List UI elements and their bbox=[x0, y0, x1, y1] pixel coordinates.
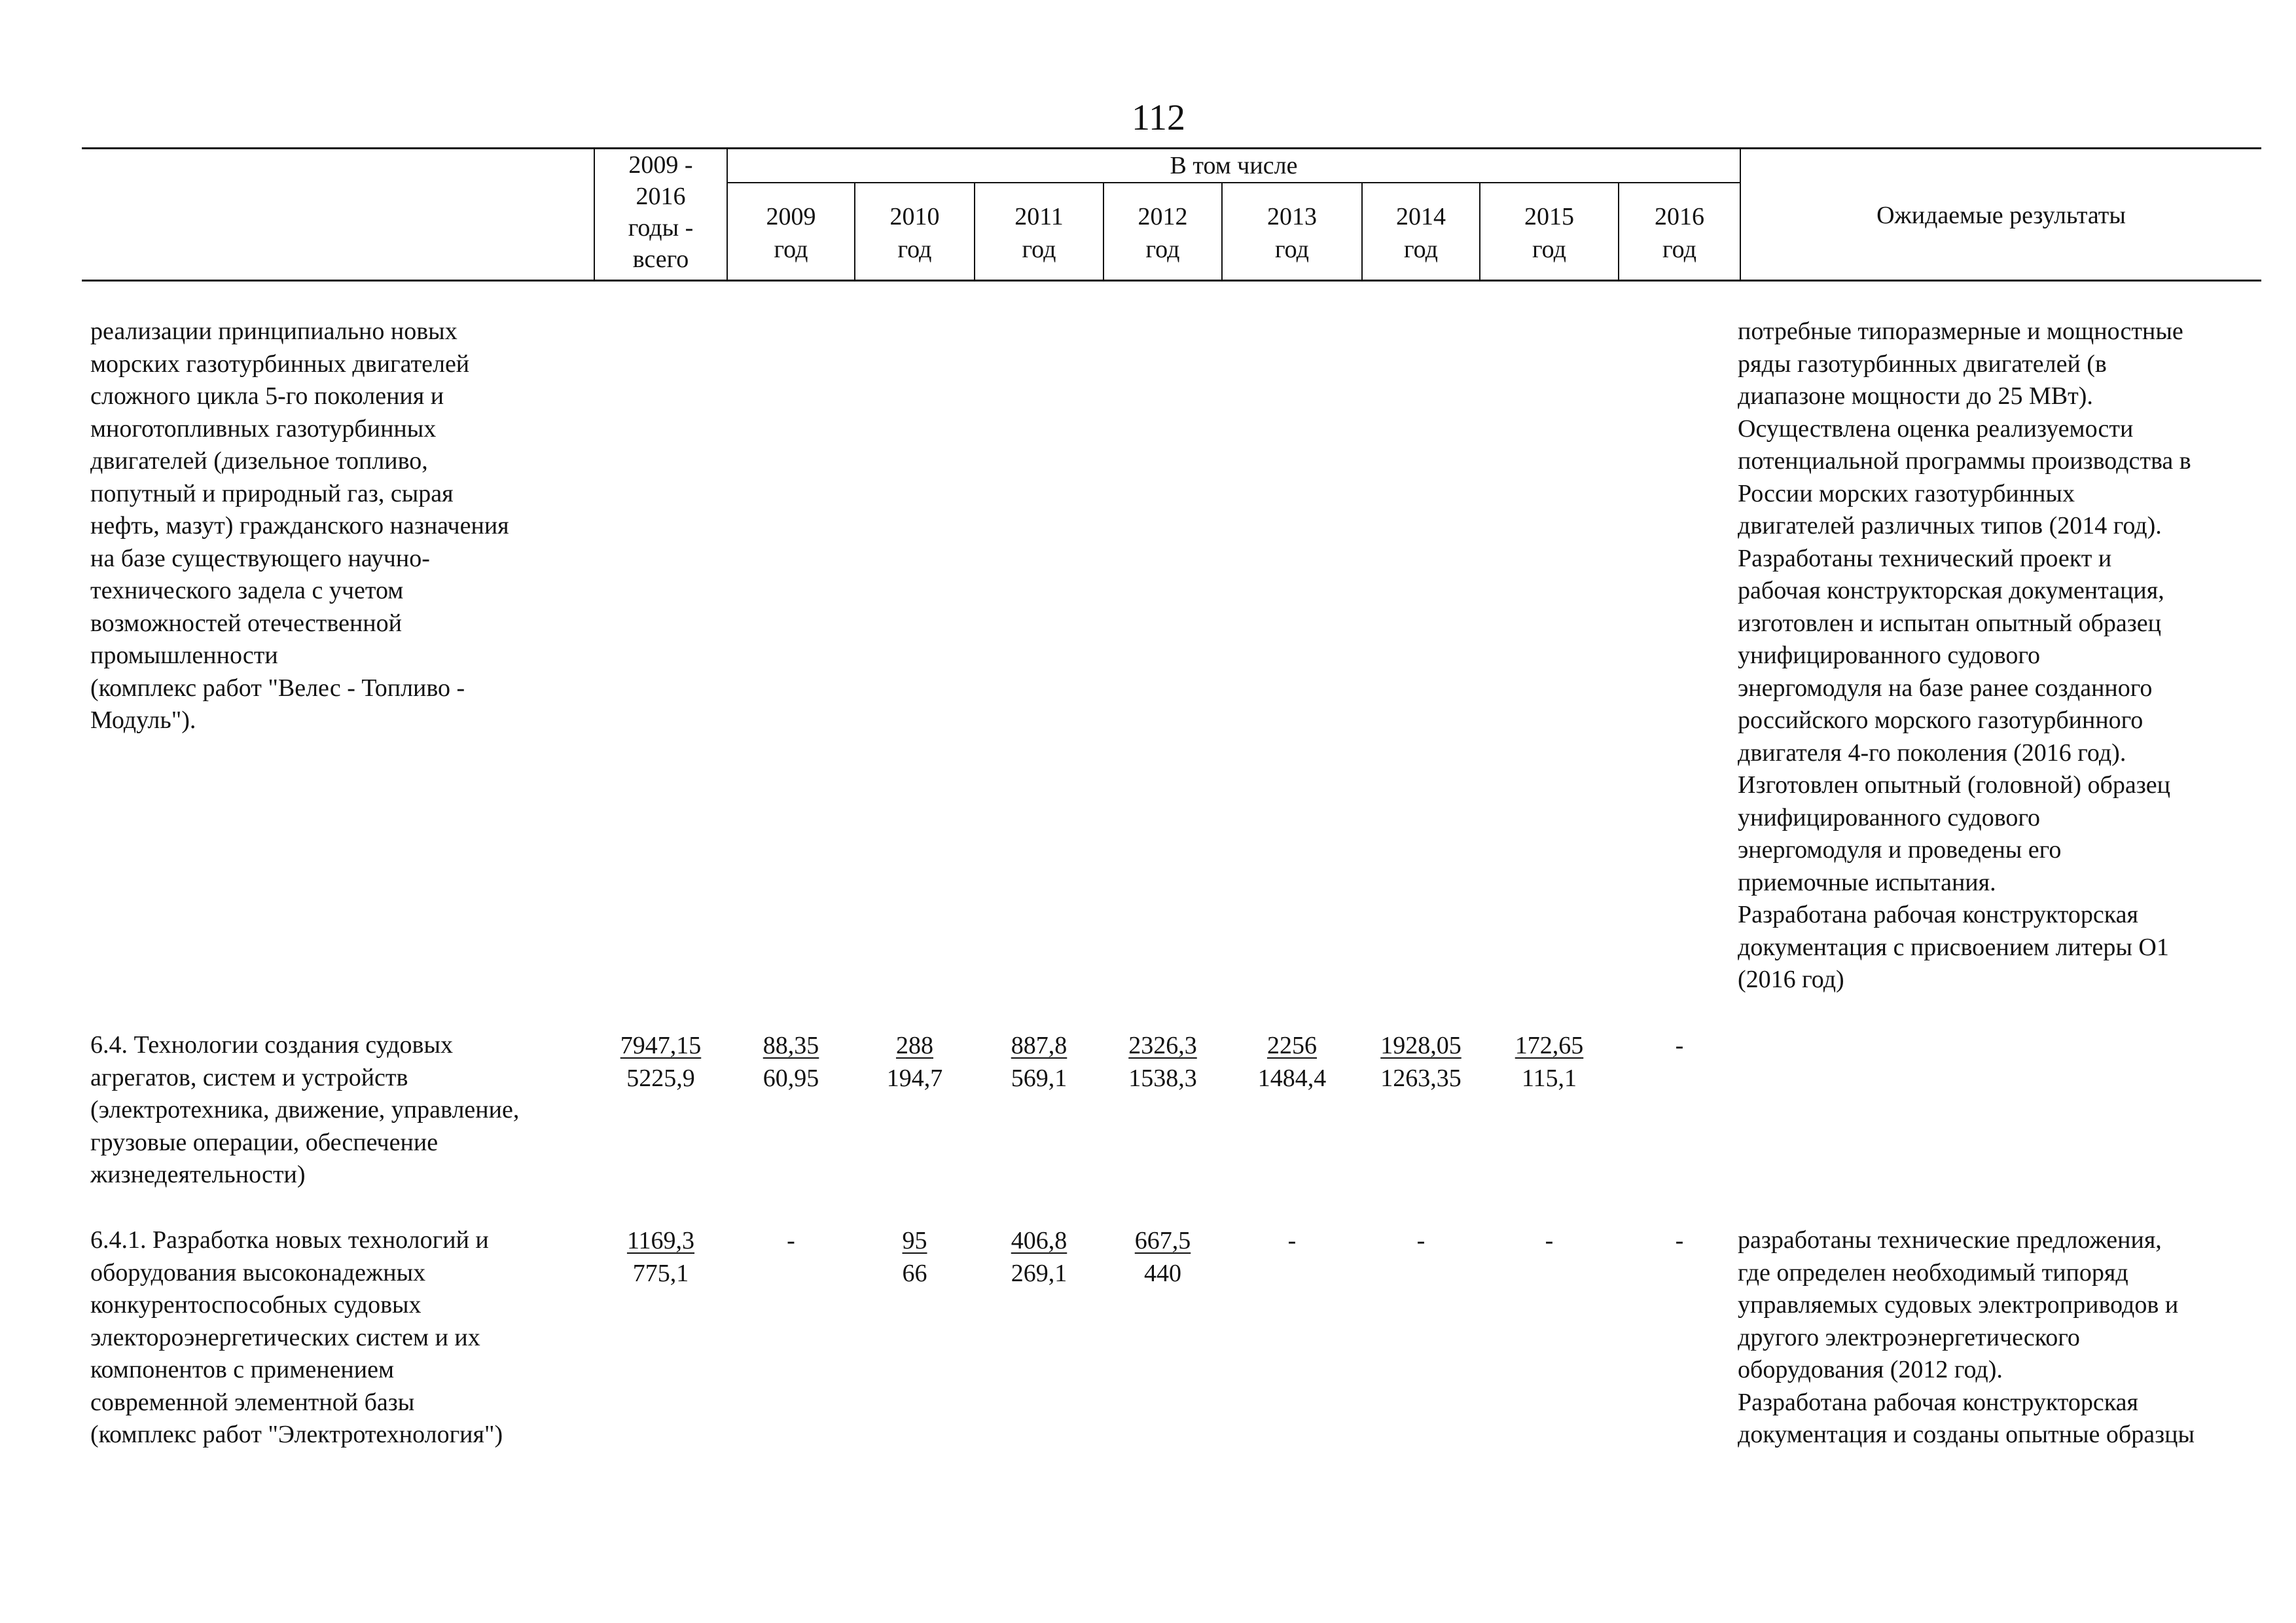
header-year-2011 bbox=[975, 200, 1103, 266]
text-line: энергомодуля и проведены его bbox=[1738, 836, 2062, 864]
text-line: потребные типоразмерные и мощностные bbox=[1738, 318, 2183, 345]
text-line: реализации принципиально новых bbox=[90, 318, 457, 345]
text-line: на базе существующего научно- bbox=[90, 544, 430, 572]
text-line: попутный и природный газ, сырая bbox=[90, 479, 454, 507]
value-bottom: 775,1 bbox=[632, 1260, 689, 1287]
value-bottom: 66 bbox=[902, 1260, 927, 1287]
header-year-2010 bbox=[855, 200, 974, 266]
year-label: 2016 bbox=[1655, 203, 1704, 230]
year-label: 2009 bbox=[766, 203, 816, 230]
text-line: 6.4. Технологии создания судовых bbox=[90, 1031, 454, 1059]
row-6-4-1-2016 bbox=[1619, 1224, 1740, 1257]
text-line: современной элементной базы bbox=[90, 1388, 415, 1416]
value-top: 95 bbox=[902, 1227, 927, 1254]
value-bottom: 1538,3 bbox=[1128, 1065, 1197, 1092]
row-6-4-2013 bbox=[1223, 1029, 1361, 1095]
text-line: электороэнергетических систем и их bbox=[90, 1323, 480, 1351]
row-6-4-1-2012 bbox=[1104, 1224, 1221, 1290]
text-line: ряды газотурбинных двигателей (в bbox=[1738, 350, 2107, 378]
row-6-4-2016 bbox=[1619, 1029, 1740, 1062]
value-bottom: 1263,35 bbox=[1380, 1065, 1462, 1092]
header-year-2013 bbox=[1223, 200, 1361, 266]
header-total-line: 2016 bbox=[636, 183, 686, 210]
text-line: России морских газотурбинных bbox=[1738, 479, 2075, 507]
row-6-4-1-description bbox=[90, 1224, 588, 1451]
text-line: жизнедеятельности) bbox=[90, 1161, 306, 1188]
text-line: оборудования высоконадежных bbox=[90, 1258, 426, 1286]
row-6-4-description bbox=[90, 1029, 588, 1192]
row-6-4-2012 bbox=[1104, 1029, 1221, 1095]
text-line: двигателей различных типов (2014 год). bbox=[1738, 512, 2162, 539]
text-line: промышленности bbox=[90, 642, 278, 669]
text-line: Разработаны технический проект и bbox=[1738, 544, 2112, 572]
text-line: приемочные испытания. bbox=[1738, 868, 1996, 896]
text-line: многотопливных газотурбинных bbox=[90, 414, 437, 443]
year-label: 2014 bbox=[1396, 203, 1446, 230]
text-line: агрегатов, систем и устройств bbox=[90, 1063, 408, 1091]
row-6-4-2015 bbox=[1480, 1029, 1618, 1095]
text-line: двигателей (дизельное топливо, bbox=[90, 447, 428, 475]
value-top: 1928,05 bbox=[1380, 1032, 1462, 1059]
text-line: (комплекс работ "Электротехнология") bbox=[90, 1421, 503, 1448]
row-results-continued bbox=[1738, 316, 2261, 996]
text-line: документация и созданы опытные образцы bbox=[1738, 1421, 2195, 1448]
text-line: конкурентоспособных судовых bbox=[90, 1291, 422, 1319]
text-line: сложного цикла 5-го поколения и bbox=[90, 382, 444, 410]
header-total-line: 2009 - bbox=[628, 151, 693, 179]
text-line: Разработана рабочая конструкторская bbox=[1738, 1388, 2138, 1416]
text-line: энергомодуля на базе ранее созданного bbox=[1738, 674, 2153, 702]
text-line: унифицированного судового bbox=[1738, 803, 2041, 831]
value-top: 2256 bbox=[1267, 1032, 1317, 1059]
text-line: технического задела с учетом bbox=[90, 577, 404, 604]
year-unit: год bbox=[897, 236, 932, 263]
row-description-continued bbox=[90, 316, 588, 737]
row-6-4-1-total bbox=[595, 1224, 726, 1290]
value-bottom: 194,7 bbox=[886, 1065, 943, 1092]
value-top: - bbox=[1416, 1227, 1426, 1254]
subheader-rule bbox=[726, 182, 1741, 183]
row-6-4-total bbox=[595, 1029, 726, 1095]
row-6-4-1-2009 bbox=[728, 1224, 854, 1257]
header-year-2014 bbox=[1363, 200, 1479, 266]
text-line: оборудования (2012 год). bbox=[1738, 1356, 2003, 1383]
header-year-2012 bbox=[1104, 200, 1221, 266]
value-bottom: 115,1 bbox=[1521, 1065, 1577, 1092]
row-6-4-2009 bbox=[728, 1029, 854, 1095]
text-line: компонентов с применением bbox=[90, 1356, 395, 1383]
text-line: разработаны технические предложения, bbox=[1738, 1226, 2162, 1254]
text-line: где определен необходимый типоряд bbox=[1738, 1258, 2128, 1286]
row-6-4-2011 bbox=[975, 1029, 1103, 1095]
value-top: 667,5 bbox=[1134, 1227, 1191, 1254]
text-line: унифицированного судового bbox=[1738, 642, 2041, 669]
text-line: диапазоне мощности до 25 МВт). bbox=[1738, 382, 2093, 410]
value-top: 172,65 bbox=[1515, 1032, 1584, 1059]
value-top: - bbox=[1287, 1227, 1297, 1254]
text-line: двигателя 4-го поколения (2016 год). bbox=[1738, 739, 2126, 767]
year-unit: год bbox=[1532, 236, 1566, 263]
value-top: 887,8 bbox=[1011, 1032, 1067, 1059]
text-line: (электротехника, движение, управление, bbox=[90, 1096, 520, 1123]
row-6-4-1-2013 bbox=[1223, 1224, 1361, 1257]
row-6-4-1-results bbox=[1738, 1224, 2261, 1451]
header-total-line: годы - bbox=[628, 214, 694, 242]
year-unit: год bbox=[774, 236, 808, 263]
value-top: - bbox=[1545, 1227, 1554, 1254]
year-label: 2012 bbox=[1138, 203, 1188, 230]
row-6-4-2010 bbox=[855, 1029, 974, 1095]
year-label: 2011 bbox=[1014, 203, 1064, 230]
year-label: 2013 bbox=[1267, 203, 1317, 230]
header-bottom-rule bbox=[82, 280, 2261, 282]
value-bottom: 269,1 bbox=[1011, 1260, 1067, 1287]
text-line: Изготовлен опытный (головной) образец bbox=[1738, 771, 2170, 799]
header-year-2015 bbox=[1480, 200, 1618, 266]
row-6-4-1-2015 bbox=[1480, 1224, 1618, 1257]
header-results-label: Ожидаемые результаты bbox=[1876, 202, 2126, 229]
row-6-4-1-2014 bbox=[1363, 1224, 1479, 1257]
value-top: 288 bbox=[896, 1032, 933, 1059]
year-unit: год bbox=[1404, 236, 1438, 263]
text-line: потенциальной программы производства в bbox=[1738, 447, 2191, 475]
year-label: 2010 bbox=[889, 203, 940, 230]
header-total-line: всего bbox=[632, 246, 689, 273]
value-top: 2326,3 bbox=[1128, 1032, 1197, 1059]
year-label: 2015 bbox=[1524, 203, 1574, 230]
text-line: Разработана рабочая конструкторская bbox=[1738, 901, 2138, 928]
header-group-label: В том числе bbox=[1170, 152, 1298, 179]
value-top: 406,8 bbox=[1011, 1227, 1067, 1254]
text-line: грузовые операции, обеспечение bbox=[90, 1128, 439, 1156]
year-unit: год bbox=[1145, 236, 1180, 263]
row-6-4-1-2011 bbox=[975, 1224, 1103, 1290]
value-bottom: 5225,9 bbox=[626, 1065, 695, 1092]
text-line: 6.4.1. Разработка новых технологий и bbox=[90, 1226, 489, 1254]
row-6-4-2014 bbox=[1363, 1029, 1479, 1095]
value-top: 88,35 bbox=[762, 1032, 819, 1059]
text-line: Осуществлена оценка реализуемости bbox=[1738, 414, 2134, 443]
value-bottom: 569,1 bbox=[1011, 1065, 1067, 1092]
value-top: 7947,15 bbox=[620, 1032, 702, 1059]
header-total-column bbox=[595, 149, 726, 275]
text-line: возможностей отечественной bbox=[90, 609, 402, 637]
year-unit: год bbox=[1662, 236, 1696, 263]
value-top: - bbox=[1675, 1227, 1684, 1254]
text-line: морских газотурбинных двигателей bbox=[90, 350, 470, 378]
text-line: российского морского газотурбинного bbox=[1738, 706, 2144, 734]
value-bottom: 60,95 bbox=[762, 1065, 819, 1092]
year-unit: год bbox=[1022, 236, 1056, 263]
value-bottom: 440 bbox=[1144, 1260, 1181, 1287]
value-top: - bbox=[787, 1227, 795, 1254]
text-line: (2016 год) bbox=[1738, 966, 1844, 993]
text-line: документация с присвоением литеры О1 bbox=[1738, 933, 2169, 961]
value-top: 1169,3 bbox=[626, 1227, 695, 1254]
text-line: Модуль"). bbox=[90, 706, 196, 734]
page-number: 112 bbox=[1132, 98, 1185, 138]
text-line: изготовлен и испытан опытный образец bbox=[1738, 609, 2161, 637]
header-year-2016 bbox=[1619, 200, 1740, 266]
text-line: рабочая конструкторская документация, bbox=[1738, 577, 2164, 604]
value-top: - bbox=[1675, 1032, 1684, 1059]
text-line: управляемых судовых электроприводов и bbox=[1738, 1291, 2179, 1319]
text-line: другого электроэнергетического bbox=[1738, 1323, 2080, 1351]
row-6-4-1-2010 bbox=[855, 1224, 974, 1290]
value-bottom: 1484,4 bbox=[1257, 1065, 1327, 1092]
year-unit: год bbox=[1275, 236, 1309, 263]
header-year-2009 bbox=[728, 200, 854, 266]
text-line: нефть, мазут) гражданского назначения bbox=[90, 512, 509, 539]
text-line: (комплекс работ "Велес - Топливо - bbox=[90, 674, 465, 702]
